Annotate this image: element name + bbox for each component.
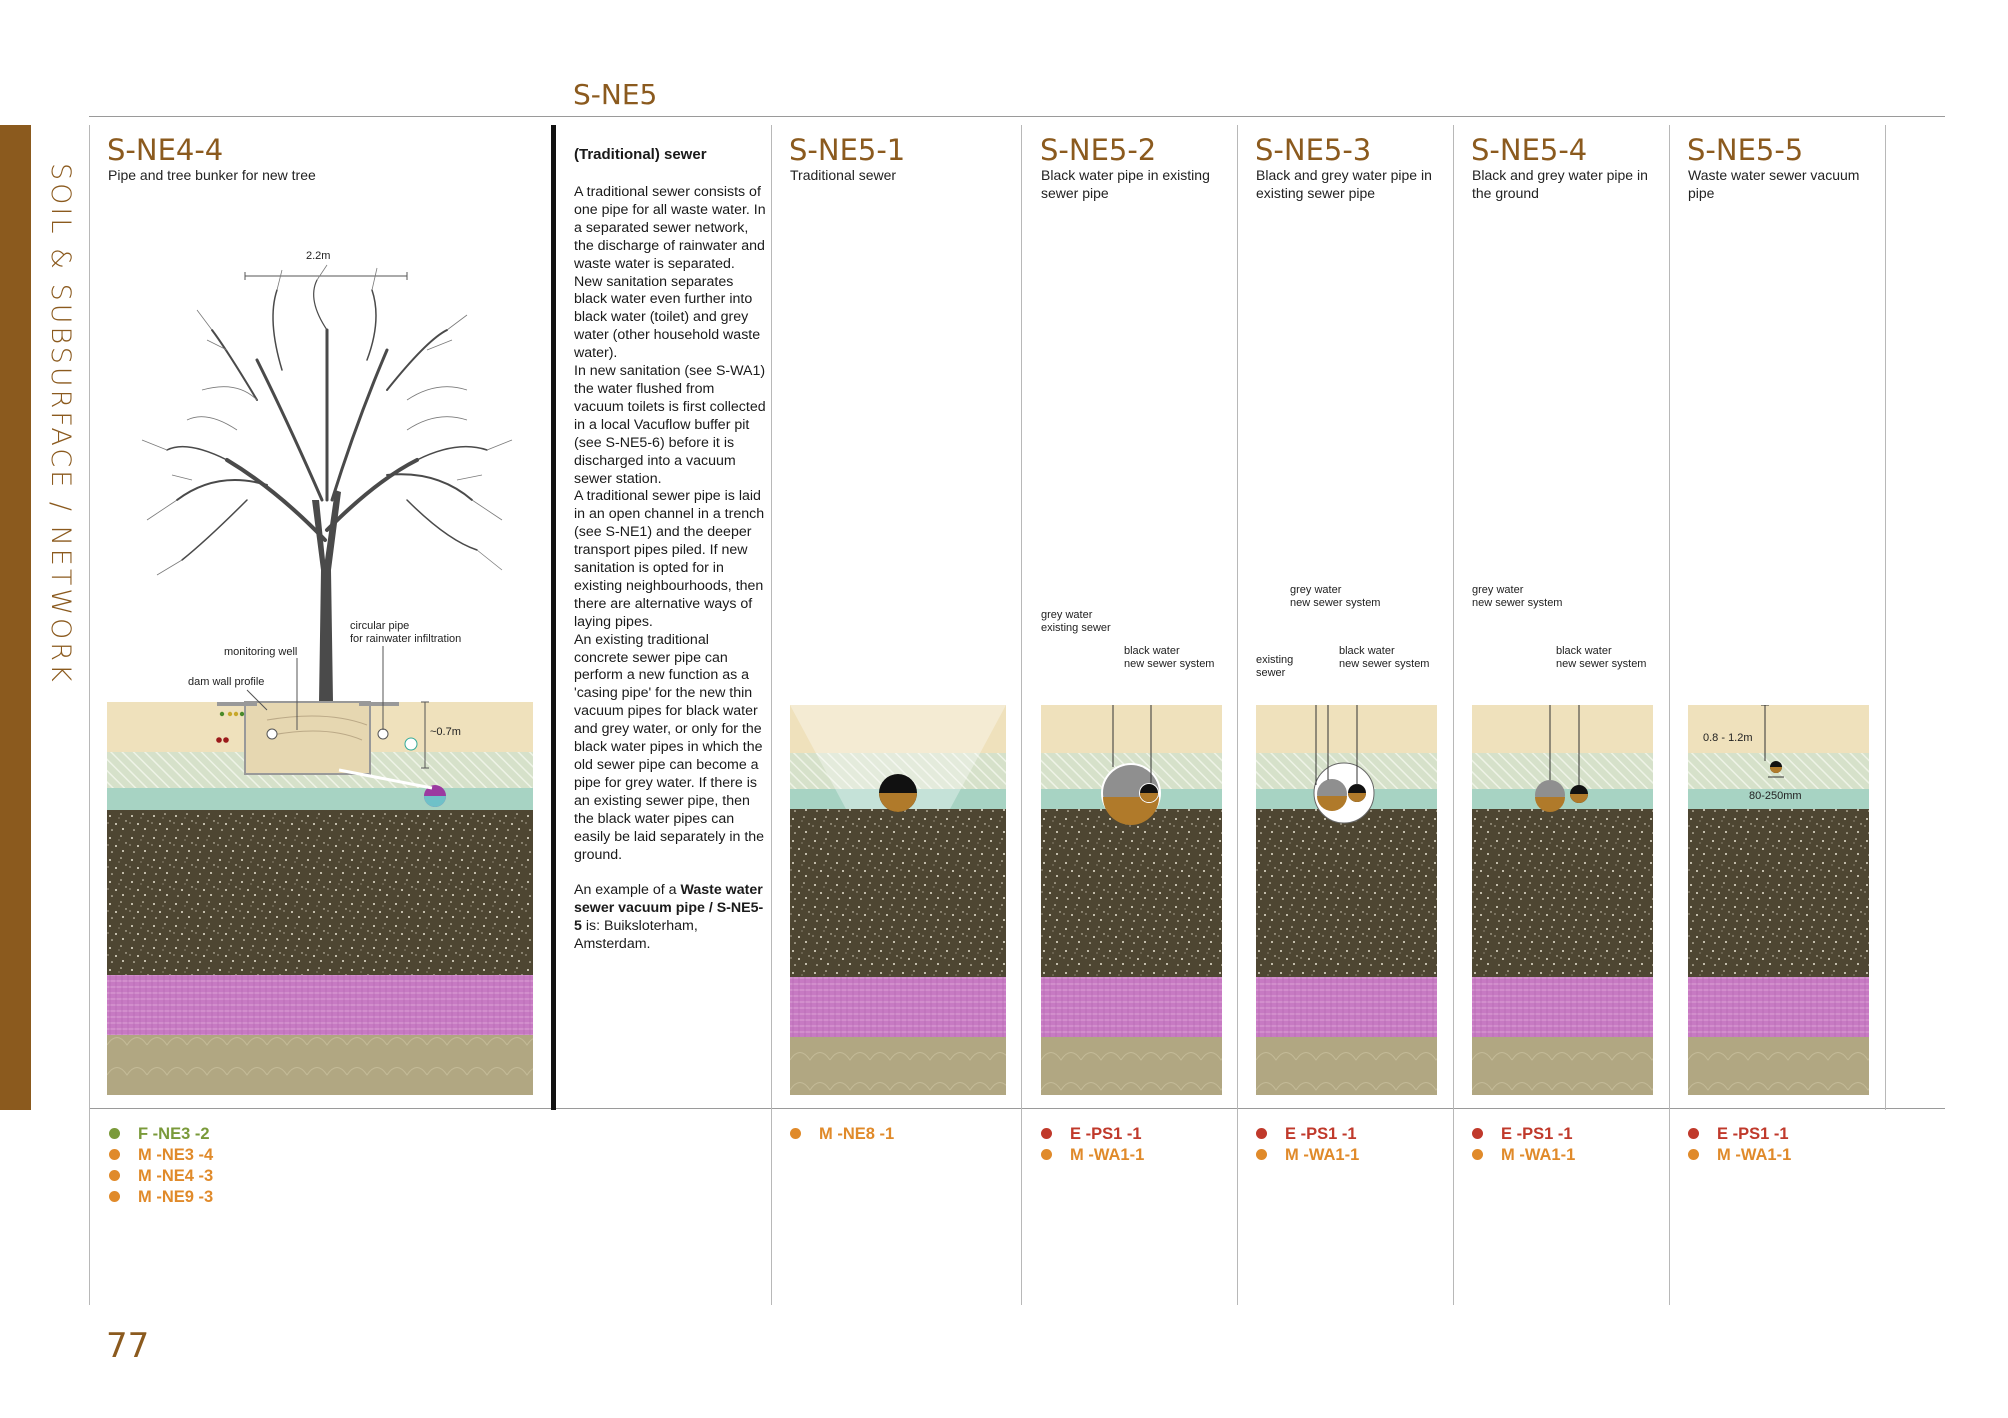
depth-label: 0.8 - 1.2m — [1703, 732, 1753, 744]
diameter-label: 80-250mm — [1749, 790, 1802, 802]
top-rule — [89, 116, 1945, 117]
ref-item[interactable]: E -PS1 -1 — [1472, 1124, 1575, 1145]
ref-item[interactable]: M -NE8 -1 — [790, 1124, 894, 1145]
ref-item[interactable]: E -PS1 -1 — [1256, 1124, 1359, 1145]
annotation-label: black water — [1124, 645, 1180, 657]
ref-item[interactable]: M -WA1-1 — [1472, 1145, 1575, 1166]
tree-bunker-diagram — [107, 240, 533, 1100]
bullet-icon — [1256, 1149, 1267, 1160]
bullet-icon — [109, 1170, 120, 1181]
column-subtitle: Black and grey water pipe in the ground — [1472, 167, 1648, 201]
bullet-icon — [109, 1149, 120, 1160]
ref-item[interactable]: M -NE9 -3 — [109, 1187, 213, 1208]
column-code: S-NE5-1 — [789, 133, 906, 167]
section-heading: S-NE5 — [573, 78, 658, 111]
column-divider — [1453, 125, 1454, 1305]
paragraph: A traditional sewer pipe is laid in an open channel in a trench (see S-NE1) and the deeper transport pipes piled. If new sanitation is opted for in existing neighbourhoods, then there are alternative ways of laying pipes. — [574, 488, 765, 630]
column-divider — [1669, 125, 1670, 1305]
column-divider — [1021, 125, 1022, 1305]
column-subtitle: Traditional sewer — [790, 167, 897, 183]
section-vertical-title: SOIL & SUBSURFACE / NETWORK — [45, 163, 76, 685]
paragraph: A traditional sewer consists of one pipe for all waste water. In a separated sewer network, the discharge of rainwater and waste water is separated. New sanitation separates black water even further into black water (toilet) and grey water (other household waste water). — [574, 184, 766, 362]
column-refs — [1688, 1124, 1791, 1166]
paragraph: An existing traditional concrete sewer pipe can perform a new function as a 'casing pipe' for the new thin vacuum pipes for black water and grey water, or only for the black water pipes in which the old sewer pipe can become a pipe for grey water. If there is an existing sewer pipe, then the black water pipes can easily be laid separately in the ground. — [574, 631, 765, 863]
soil-profile-diagram — [1472, 705, 1653, 1095]
annotation-label: new sewer system — [1124, 658, 1215, 670]
annotation-label: sewer — [1256, 667, 1286, 679]
soil-profile-diagram — [790, 705, 1006, 1095]
bullet-icon — [1472, 1128, 1483, 1139]
page-number: 77 — [106, 1326, 150, 1366]
column-code: S-NE5-4 — [1471, 133, 1588, 167]
bullet-icon — [1256, 1128, 1267, 1139]
bullet-icon — [109, 1128, 120, 1139]
ref-item[interactable]: M -NE4 -3 — [109, 1166, 213, 1187]
annotation-label: new sewer system — [1290, 597, 1381, 609]
soil-profile-diagram — [1041, 705, 1222, 1095]
example-paragraph: An example of a Waste water sewer vacuum pipe / S-NE5-5 is: Buiksloterham, Amsterdam. — [574, 882, 764, 953]
annotation-label: black water — [1556, 645, 1612, 657]
column-refs — [1256, 1124, 1359, 1166]
column-refs — [790, 1124, 894, 1145]
column-divider — [1237, 125, 1238, 1305]
bullet-icon — [790, 1128, 801, 1139]
ref-item[interactable]: M -WA1-1 — [1688, 1145, 1791, 1166]
depth-label: ~0.7m — [430, 726, 461, 738]
dam-wall-label: dam wall profile — [188, 676, 265, 688]
ref-item[interactable]: M -WA1-1 — [1256, 1145, 1359, 1166]
section-color-bar — [0, 125, 31, 1110]
annotation-label: grey water — [1472, 584, 1524, 596]
left-panel-subtitle: Pipe and tree bunker for new tree — [108, 167, 316, 183]
bullet-icon — [109, 1191, 120, 1202]
bottom-rule — [89, 1108, 1945, 1109]
ref-item[interactable]: E -PS1 -1 — [1041, 1124, 1144, 1145]
annotation-label: new sewer system — [1556, 658, 1647, 670]
bullet-icon — [1041, 1149, 1052, 1160]
column-code: S-NE5-3 — [1255, 133, 1372, 167]
annotation-label: existing sewer — [1041, 622, 1111, 634]
column-divider — [1885, 125, 1886, 1110]
width-label: 2.2m — [306, 250, 331, 262]
annotation-label: existing — [1256, 654, 1294, 666]
bullet-icon — [1472, 1149, 1483, 1160]
soil-profile-diagram — [1688, 705, 1869, 1095]
column-code: S-NE5-2 — [1040, 133, 1157, 167]
circular-pipe-label: circular pipe — [350, 620, 410, 632]
bullet-icon — [1688, 1149, 1699, 1160]
column-divider — [771, 125, 772, 1305]
column-code: S-NE5-5 — [1687, 133, 1804, 167]
circular-pipe-label-2: for rainwater infiltration — [350, 633, 462, 645]
left-refs — [109, 1124, 213, 1208]
column-refs — [1472, 1124, 1575, 1166]
column-subtitle: Black and grey water pipe in existing sewer pipe — [1256, 167, 1432, 201]
column-subtitle: Waste water sewer vacuum pipe — [1688, 167, 1860, 201]
column-refs — [1041, 1124, 1144, 1166]
ref-item[interactable]: F -NE3 -2 — [109, 1124, 213, 1145]
ref-item[interactable]: M -NE3 -4 — [109, 1145, 213, 1166]
bullet-icon — [1041, 1128, 1052, 1139]
sewer-heading: (Traditional) sewer — [574, 146, 707, 163]
left-panel-code: S-NE4-4 — [107, 133, 224, 167]
annotation-label: new sewer system — [1472, 597, 1563, 609]
monitoring-well-label: monitoring well — [224, 646, 298, 658]
paragraph: In new sanitation (see S-WA1) the water flushed from vacuum toilets is first collected in a local Vacuflow buffer pit (see S-NE5-6) before it is discharged into a vacuum sewer station. — [574, 363, 766, 487]
column-subtitle: Black water pipe in existing sewer pipe — [1041, 167, 1210, 201]
annotation-label: new sewer system — [1339, 658, 1430, 670]
column-divider — [89, 125, 90, 1305]
sewer-body-text — [574, 184, 766, 954]
soil-profile-diagram — [1256, 705, 1437, 1095]
annotation-label: grey water — [1290, 584, 1342, 596]
bullet-icon — [1688, 1128, 1699, 1139]
thick-divider — [551, 125, 556, 1110]
ref-item[interactable]: M -WA1-1 — [1041, 1145, 1144, 1166]
annotation-label: black water — [1339, 645, 1395, 657]
ref-item[interactable]: E -PS1 -1 — [1688, 1124, 1791, 1145]
annotation-label: grey water — [1041, 609, 1093, 621]
